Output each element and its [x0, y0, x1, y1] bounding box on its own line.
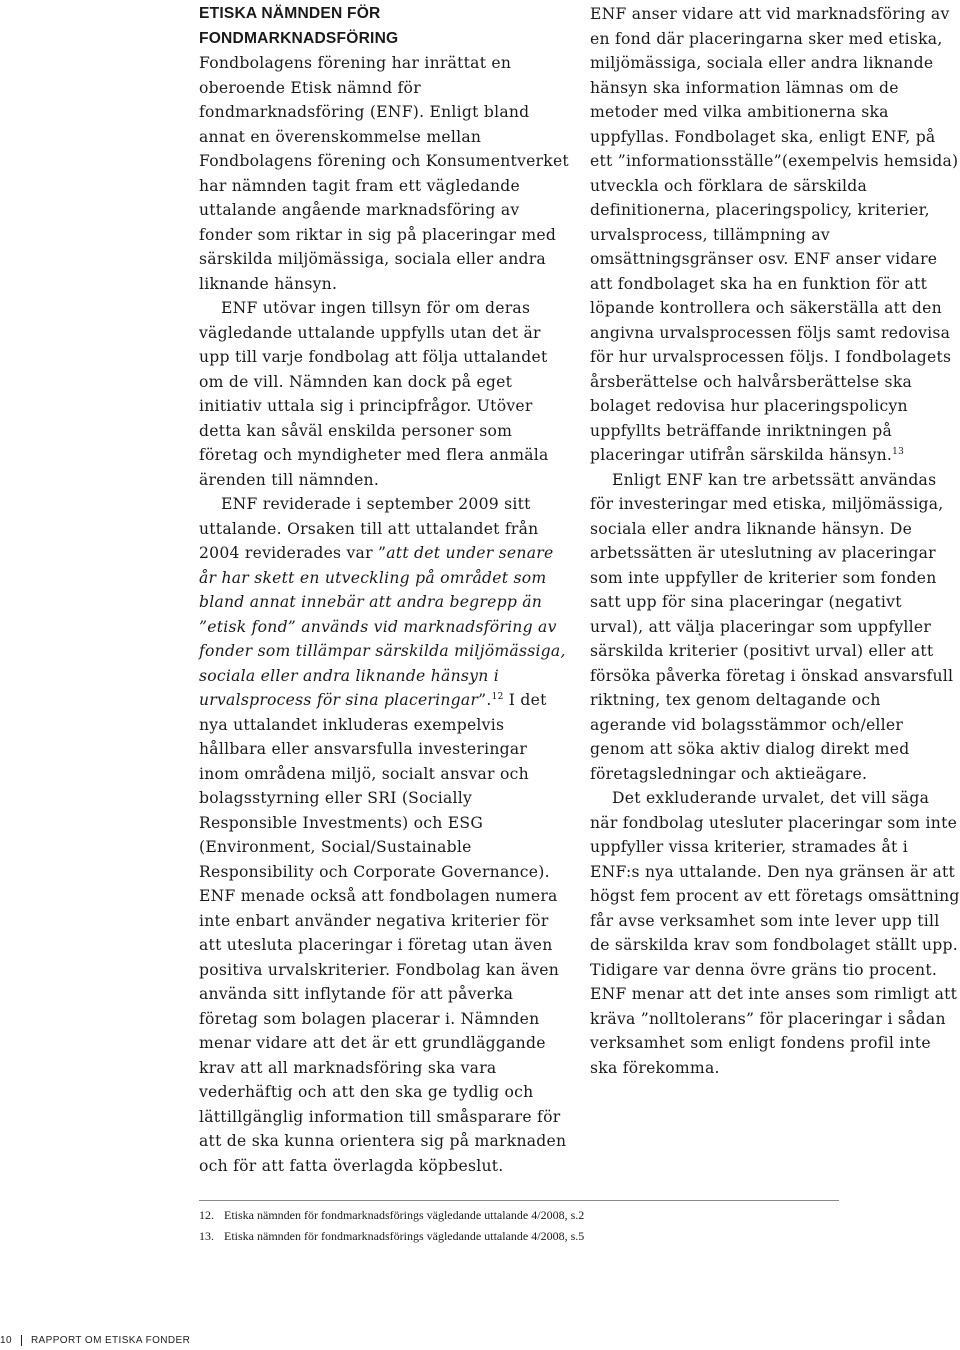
section-heading: ETISKA NÄMNDEN FÖR FONDMARKNADSFÖRING	[199, 5, 399, 47]
right-column	[590, 2, 960, 1080]
paragraph-information	[590, 2, 960, 468]
revision-quote: att det under senare år har skett en utveckling på området som bland annat innebär att andra begrepp än ”etisk fond” används vid marknadsföring av fonder som tillämpar särskilda miljömässiga, sociala eller andra liknande hänsyn i urvalsprocess för sina placeringar	[199, 544, 566, 709]
page-number: 10	[0, 1335, 12, 1346]
footnote-13	[199, 1226, 839, 1247]
paragraph-exclusion: Det exkluderande urvalet, det vill säga när fondbolag utesluter placeringar som inte uppfyller vissa kriterier, stramades åt i ENF:s nya uttalande. Den nya gränsen är att högst fem procent av ett företags omsättning får avse verksamhet som inte lever upp till de särskilda krav som fondbolaget ställt upp. Tidigare var denna övre gräns tio procent. ENF menar att det inte anses som rimligt att kräva ”nolltolerans” för placeringar i sådan verksamhet som enligt fondens profil inte ska förekomma.	[590, 789, 960, 1077]
revision-quote-end: ”.	[478, 691, 492, 709]
information-text: ENF anser vidare att vid marknadsföring av en fond där placeringarna sker med etiska, miljömässiga, sociala eller andra liknande hänsyn ska information lämnas om de metoder med vilka ambitionerna ska uppfyllas. Fondbolaget ska, enligt ENF, på ett ”informationsställe”(exempelvis hemsida) utveckla och förklara de särskilda definitionerna, placeringspolicy, kriterier, urvalsprocess, tillämpning av omsättningsgränser osv. ENF anser vidare att fondbolaget ska ha en funktion för att löpande kontrollera och säkerställa att den angivna urvalsprocessen följs samt redovisa för hur urvalsprocessen följs. I fondbolagets årsberättelse och halvårsberättelse ska bolaget redovisa hur placeringspolicyn uppfyllts beträffande inriktningen på placeringar utifrån särskilda hänsyn.	[590, 5, 959, 464]
footnote-text: Etiska nämnden för fondmarknadsförings vägledande uttalande 4/2008, s.5	[224, 1229, 585, 1243]
footnotes	[199, 1200, 839, 1247]
footnote-number: 13.	[199, 1229, 214, 1243]
footnote-number: 12.	[199, 1208, 214, 1222]
footnote-12	[199, 1205, 839, 1226]
revision-text-c: I det nya uttalandet inkluderas exempelvis hållbara eller ansvarsfulla investeringar inom områdena miljö, socialt ansvar och bolagsstyrning eller SRI (Socially Responsible Investments) och ESG (Environment, Social/Sustainable Responsibility och Corporate Governance). ENF menade också att fondbolagen numera inte enbart använder negativa kriterier för att utesluta placeringar i företag utan även positiva urvalskriterier. Fondbolag kan även använda sitt inflytande för att påverka företag som bolagen placerar i. Nämnden menar vidare att det är ett grundläggande krav att all marknadsföring ska vara vederhäftig och att den ska ge tydlig och lättillgänglig information till småsparare för att de ska kunna orientera sig på marknaden och för att fatta överlagda köpbeslut.	[199, 691, 567, 1175]
paragraph-methods: Enligt ENF kan tre arbetssätt användas för investeringar med etiska, miljömässiga, sociala eller andra liknande hänsyn. De arbetssätten är uteslutning av placeringar som inte uppfyller de kriterier som fonden satt upp för sina placeringar (negativt urval), att välja placeringar som uppfyller särskilda kriterier (positivt urval) eller att försöka påverka företag i önskad ansvarsfull riktning, tex genom deltagande och agerande vid bolagsstämmor och/eller genom att söka aktiv dialog direkt med företagsledningar och aktieägare.	[590, 470, 954, 783]
footnote-ref-12[interactable]: 12	[491, 692, 504, 702]
publication-title: RAPPORT OM ETISKA FONDER	[30, 1335, 191, 1346]
page-footer	[0, 1335, 190, 1346]
footnote-text: Etiska nämnden för fondmarknadsförings vägledande uttalande 4/2008, s.2	[224, 1208, 585, 1222]
revision-text-a: ENF reviderade i september 2009 sitt uttalande. Orsaken till att uttalandet från 2004 reviderades var ”	[199, 495, 539, 562]
footnote-ref-13[interactable]: 13	[892, 447, 905, 457]
paragraph-intro: Fondbolagens förening har inrättat en oberoende Etisk nämnd för fondmarknadsföring (ENF). Enligt bland annat en överenskommelse mellan Fondbolagens förening och Konsumentverket har nämnden tagit fram ett vägledande uttalande angående marknadsföring av fonder som riktar in sig på placeringar med särskilda miljömässiga, sociala eller andra liknande hänsyn.	[199, 54, 569, 293]
left-column	[199, 2, 569, 1178]
paragraph-revision	[199, 492, 569, 1178]
paragraph-supervision: ENF utövar ingen tillsyn för om deras vägledande uttalande uppfylls utan det är upp till varje fondbolag att följa uttalandet om de vill. Nämnden kan dock på eget initiativ uttala sig i principfrågor. Utöver detta kan såväl enskilda personer som företag och myndigheter med flera anmäla ärenden till nämnden.	[199, 299, 549, 489]
footer-separator	[21, 1335, 22, 1346]
